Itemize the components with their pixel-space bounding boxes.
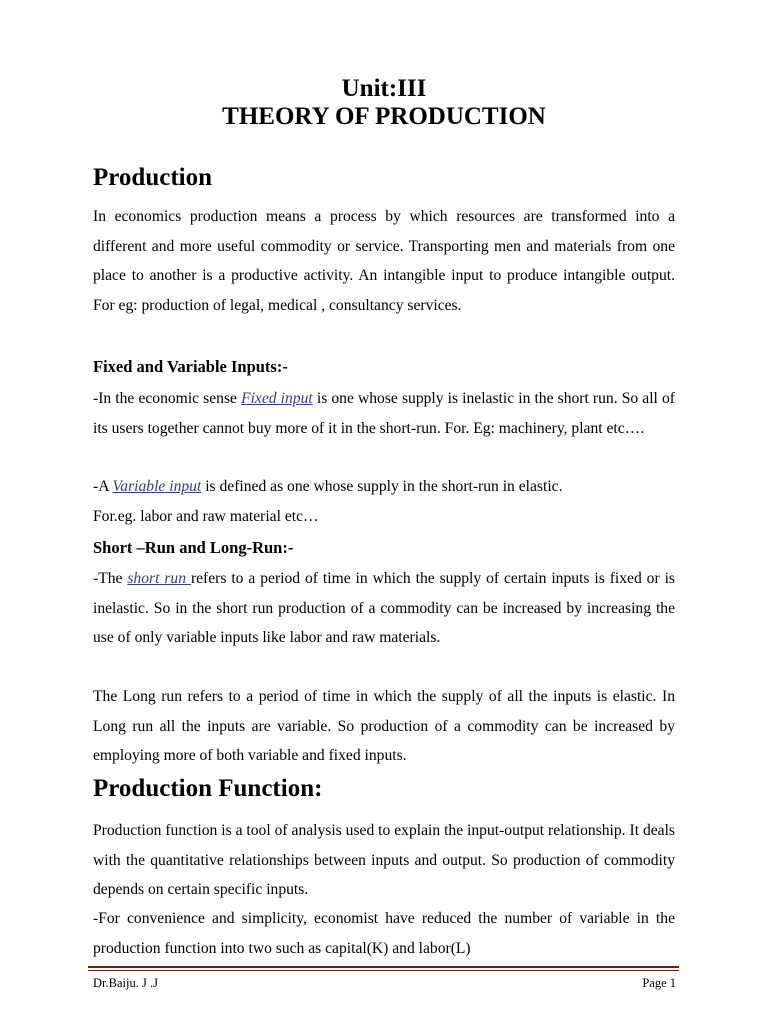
production-paragraph: In economics production means a process by which resources are transformed into a different and more useful commodity or service. Transporting men and materials from one place to another is a productive activity. An intangible input to produce intangible output. For eg: production of legal, medical , consultancy services. (93, 208, 675, 314)
production-function-heading: Production Function: (93, 775, 323, 802)
short-long-heading: Short –Run and Long-Run:- (93, 538, 294, 557)
document-title: THEORY OF PRODUCTION (222, 103, 546, 130)
long-run-paragraph: The Long run refers to a period of time in which the supply of all the inputs is elastic. In Long run all the inputs are variable. So production of a commodity can be increased by employing more of both variable and fixed inputs. (93, 688, 675, 765)
footer-author: Dr.Baiju. J .J (93, 976, 158, 990)
variable-input-paragraph (93, 472, 675, 502)
fixed-input-suffix: is one whose supply is inelastic in the short run. So all of its users together cannot buy more of it in the short-run. For. Eg: machinery, plant etc…. (93, 390, 675, 437)
footer-rule-thin (88, 970, 679, 971)
production-function-paragraph-2: -For convenience and simplicity, economist have reduced the number of variable in the production function into two such as capital(K) and labor(L) (93, 910, 675, 957)
production-heading: Production (93, 164, 212, 191)
variable-input-example: For.eg. labor and raw material etc… (93, 508, 319, 525)
short-run-suffix: refers to a period of time in which the supply of certain inputs is fixed or is inelastic. So in the short run production of a commodity can be increased by increasing the use of only variable inputs like labor and raw materials. (93, 570, 675, 647)
footer-rule (88, 966, 679, 968)
production-function-paragraph-1: Production function is a tool of analysis used to explain the input-output relationship. It deals with the quantitative relationships between inputs and output. So production of commodity depends on certain specific inputs. (93, 822, 675, 899)
variable-input-suffix: is defined as one whose supply in the short-run in elastic. (201, 478, 563, 495)
variable-input-prefix: -A (93, 478, 113, 495)
fixed-input-paragraph (93, 384, 675, 443)
fixed-input-prefix: -In the economic sense (93, 390, 242, 407)
fixed-input-term: Fixed input (241, 390, 313, 407)
short-run-prefix: -The (93, 570, 128, 587)
short-run-term: short run (127, 570, 191, 587)
unit-label: Unit:III (341, 75, 427, 102)
fixed-variable-heading: Fixed and Variable Inputs:- (93, 357, 288, 376)
short-run-paragraph (93, 564, 675, 653)
footer-page-number: Page 1 (642, 976, 676, 990)
variable-input-term: Variable input (112, 478, 202, 495)
